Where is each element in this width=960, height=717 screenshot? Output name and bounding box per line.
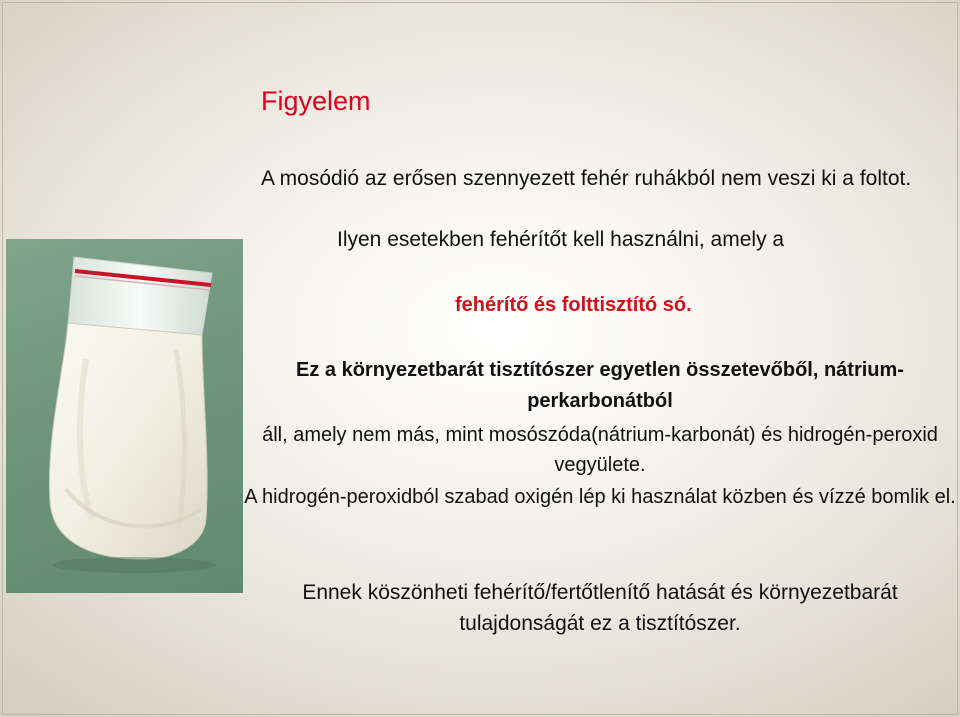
product-bag-photo [6, 239, 243, 593]
slide-title: Figyelem [261, 86, 371, 116]
description-bold: Ez a környezetbarát tisztítószer egyetlen összetevőből, nátrium-perkarbonátból [296, 359, 904, 412]
product-name: fehérítő és folttisztító só. [455, 294, 692, 316]
hydrogen-peroxide-text: A hidrogén-peroxidból szabad oxigén lép ki használat közben és vízzé bomlik el. [244, 486, 956, 508]
intro-text: A mosódió az erősen szennyezett fehér ruhákból nem veszi ki a foltot. [261, 167, 912, 190]
powder-bag-image [6, 239, 243, 593]
intro-text-continued: Ilyen esetekben fehérítőt kell használni, amely a [337, 228, 785, 251]
description-text: áll, amely nem más, mint mosószóda(nátrium-karbonát) és hidrogén-peroxid vegyülete. [262, 424, 938, 476]
result-text: Ennek köszönheti fehérítő/fertőtlenítő hatását és környezetbarát tulajdonságát ez a tisztítószer. [302, 581, 898, 635]
